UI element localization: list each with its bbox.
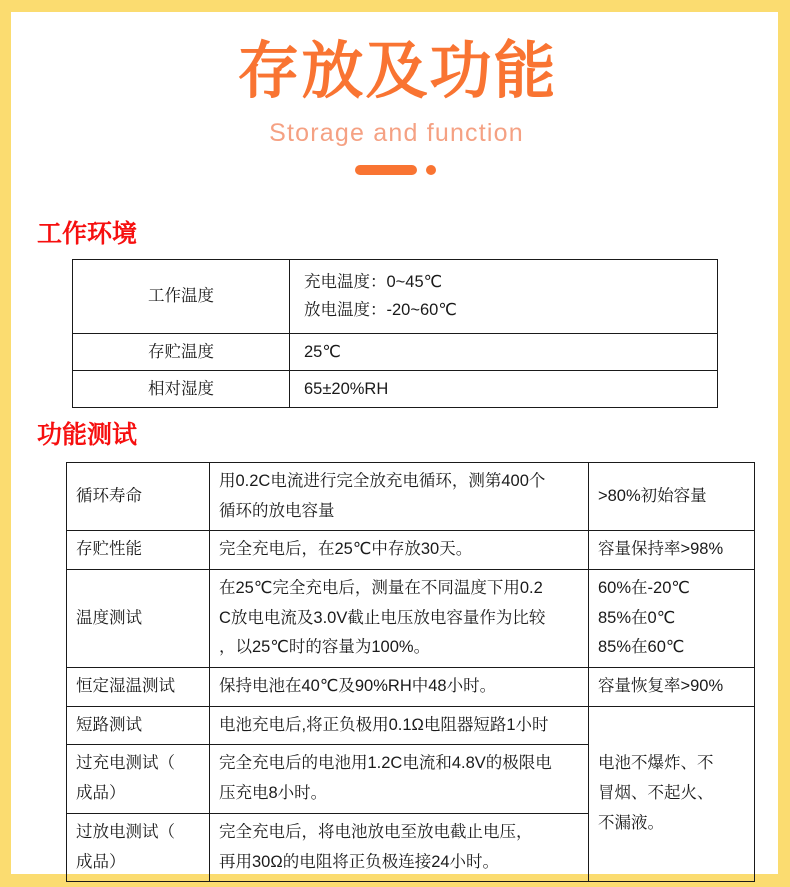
row-value bbox=[290, 259, 718, 333]
page-header bbox=[11, 12, 778, 175]
name-line: 循环寿命 bbox=[76, 486, 142, 505]
row-name bbox=[67, 706, 210, 745]
table-row bbox=[73, 259, 718, 333]
desc-line: ，以25℃时的容量为100%。 bbox=[219, 638, 431, 657]
row-name bbox=[67, 668, 210, 707]
result-line: 电池不爆炸、不 bbox=[598, 754, 714, 773]
row-value bbox=[290, 333, 718, 370]
value-line: 65±20%RH bbox=[304, 379, 389, 398]
row-label: 相对湿度 bbox=[73, 370, 290, 407]
desc-line: 电池充电后,将正负极用0.1Ω电阻器短路1小时 bbox=[219, 715, 549, 734]
result-line: 容量恢复率>90% bbox=[598, 677, 724, 696]
value-line: 放电温度：-20~60℃ bbox=[304, 301, 457, 320]
working-environment-table bbox=[72, 259, 718, 408]
table-row bbox=[67, 570, 755, 668]
table-row bbox=[67, 668, 755, 707]
result-line: 容量保持率>98% bbox=[598, 540, 724, 559]
table-row bbox=[73, 333, 718, 370]
header-divider bbox=[11, 148, 778, 175]
row-result bbox=[589, 531, 755, 570]
table-row bbox=[73, 370, 718, 407]
table-row bbox=[67, 706, 755, 745]
value-line: 充电温度：0~45℃ bbox=[304, 273, 443, 292]
merged-result-cell bbox=[589, 706, 755, 881]
page-subtitle: Storage and function bbox=[269, 118, 524, 147]
row-name bbox=[67, 745, 210, 813]
desc-line: 保持电池在40℃及90%RH中48小时。 bbox=[219, 677, 497, 696]
result-line: 不漏液。 bbox=[598, 813, 664, 832]
row-description bbox=[210, 570, 589, 668]
row-description bbox=[210, 745, 589, 813]
row-name bbox=[67, 462, 210, 530]
row-name bbox=[67, 570, 210, 668]
result-line: 冒烟、不起火、 bbox=[598, 784, 714, 803]
row-result bbox=[589, 462, 755, 530]
name-line: 温度测试 bbox=[76, 608, 142, 627]
row-description bbox=[210, 706, 589, 745]
name-line: 存贮性能 bbox=[76, 540, 142, 559]
row-description bbox=[210, 531, 589, 570]
section-heading-function-test: 功能测试 bbox=[37, 419, 138, 449]
result-line: 85%在0℃ bbox=[598, 608, 676, 627]
divider-dot-icon bbox=[426, 165, 436, 175]
row-description bbox=[210, 813, 589, 881]
row-result bbox=[589, 668, 755, 707]
desc-line: 完全充电后，将电池放电至放电截止电压， bbox=[219, 822, 533, 841]
row-result bbox=[589, 570, 755, 668]
desc-line: 在25℃完全充电后，测量在不同温度下用0.2 bbox=[219, 579, 543, 598]
table-row bbox=[67, 462, 755, 530]
name-line: 成品） bbox=[76, 852, 126, 871]
desc-line: 完全充电后，在25℃中存放30天。 bbox=[219, 540, 473, 559]
name-line: 恒定湿温测试 bbox=[76, 677, 175, 696]
divider-bar-icon bbox=[355, 165, 417, 175]
row-label: 存贮温度 bbox=[73, 333, 290, 370]
desc-line: C放电电流及3.0V截止电压放电容量作为比较 bbox=[219, 608, 546, 627]
result-line: >80%初始容量 bbox=[598, 486, 707, 505]
result-line: 60%在-20℃ bbox=[598, 579, 690, 598]
table-row bbox=[67, 531, 755, 570]
name-line: 短路测试 bbox=[76, 715, 142, 734]
section-heading-working-environment: 工作环境 bbox=[37, 218, 138, 248]
desc-line: 压充电8小时。 bbox=[219, 784, 328, 803]
page-title: 存放及功能 bbox=[237, 34, 558, 107]
name-line: 成品） bbox=[76, 784, 126, 803]
row-description bbox=[210, 668, 589, 707]
page-content bbox=[11, 12, 778, 874]
desc-line: 用0.2C电流进行完全放充电循环，测第400个 bbox=[219, 471, 546, 490]
function-test-table bbox=[66, 462, 755, 882]
name-line: 过充电测试（ bbox=[76, 754, 175, 773]
result-line: 85%在60℃ bbox=[598, 638, 685, 657]
row-description bbox=[210, 462, 589, 530]
row-value bbox=[290, 370, 718, 407]
row-label: 工作温度 bbox=[73, 259, 290, 333]
row-name bbox=[67, 813, 210, 881]
name-line: 过放电测试（ bbox=[76, 822, 175, 841]
desc-line: 循环的放电容量 bbox=[219, 501, 335, 520]
value-line: 25℃ bbox=[304, 342, 341, 361]
row-name bbox=[67, 531, 210, 570]
desc-line: 再用30Ω的电阻将正负极连接24小时。 bbox=[219, 852, 500, 871]
desc-line: 完全充电后的电池用1.2C电流和4.8V的极限电 bbox=[219, 754, 552, 773]
